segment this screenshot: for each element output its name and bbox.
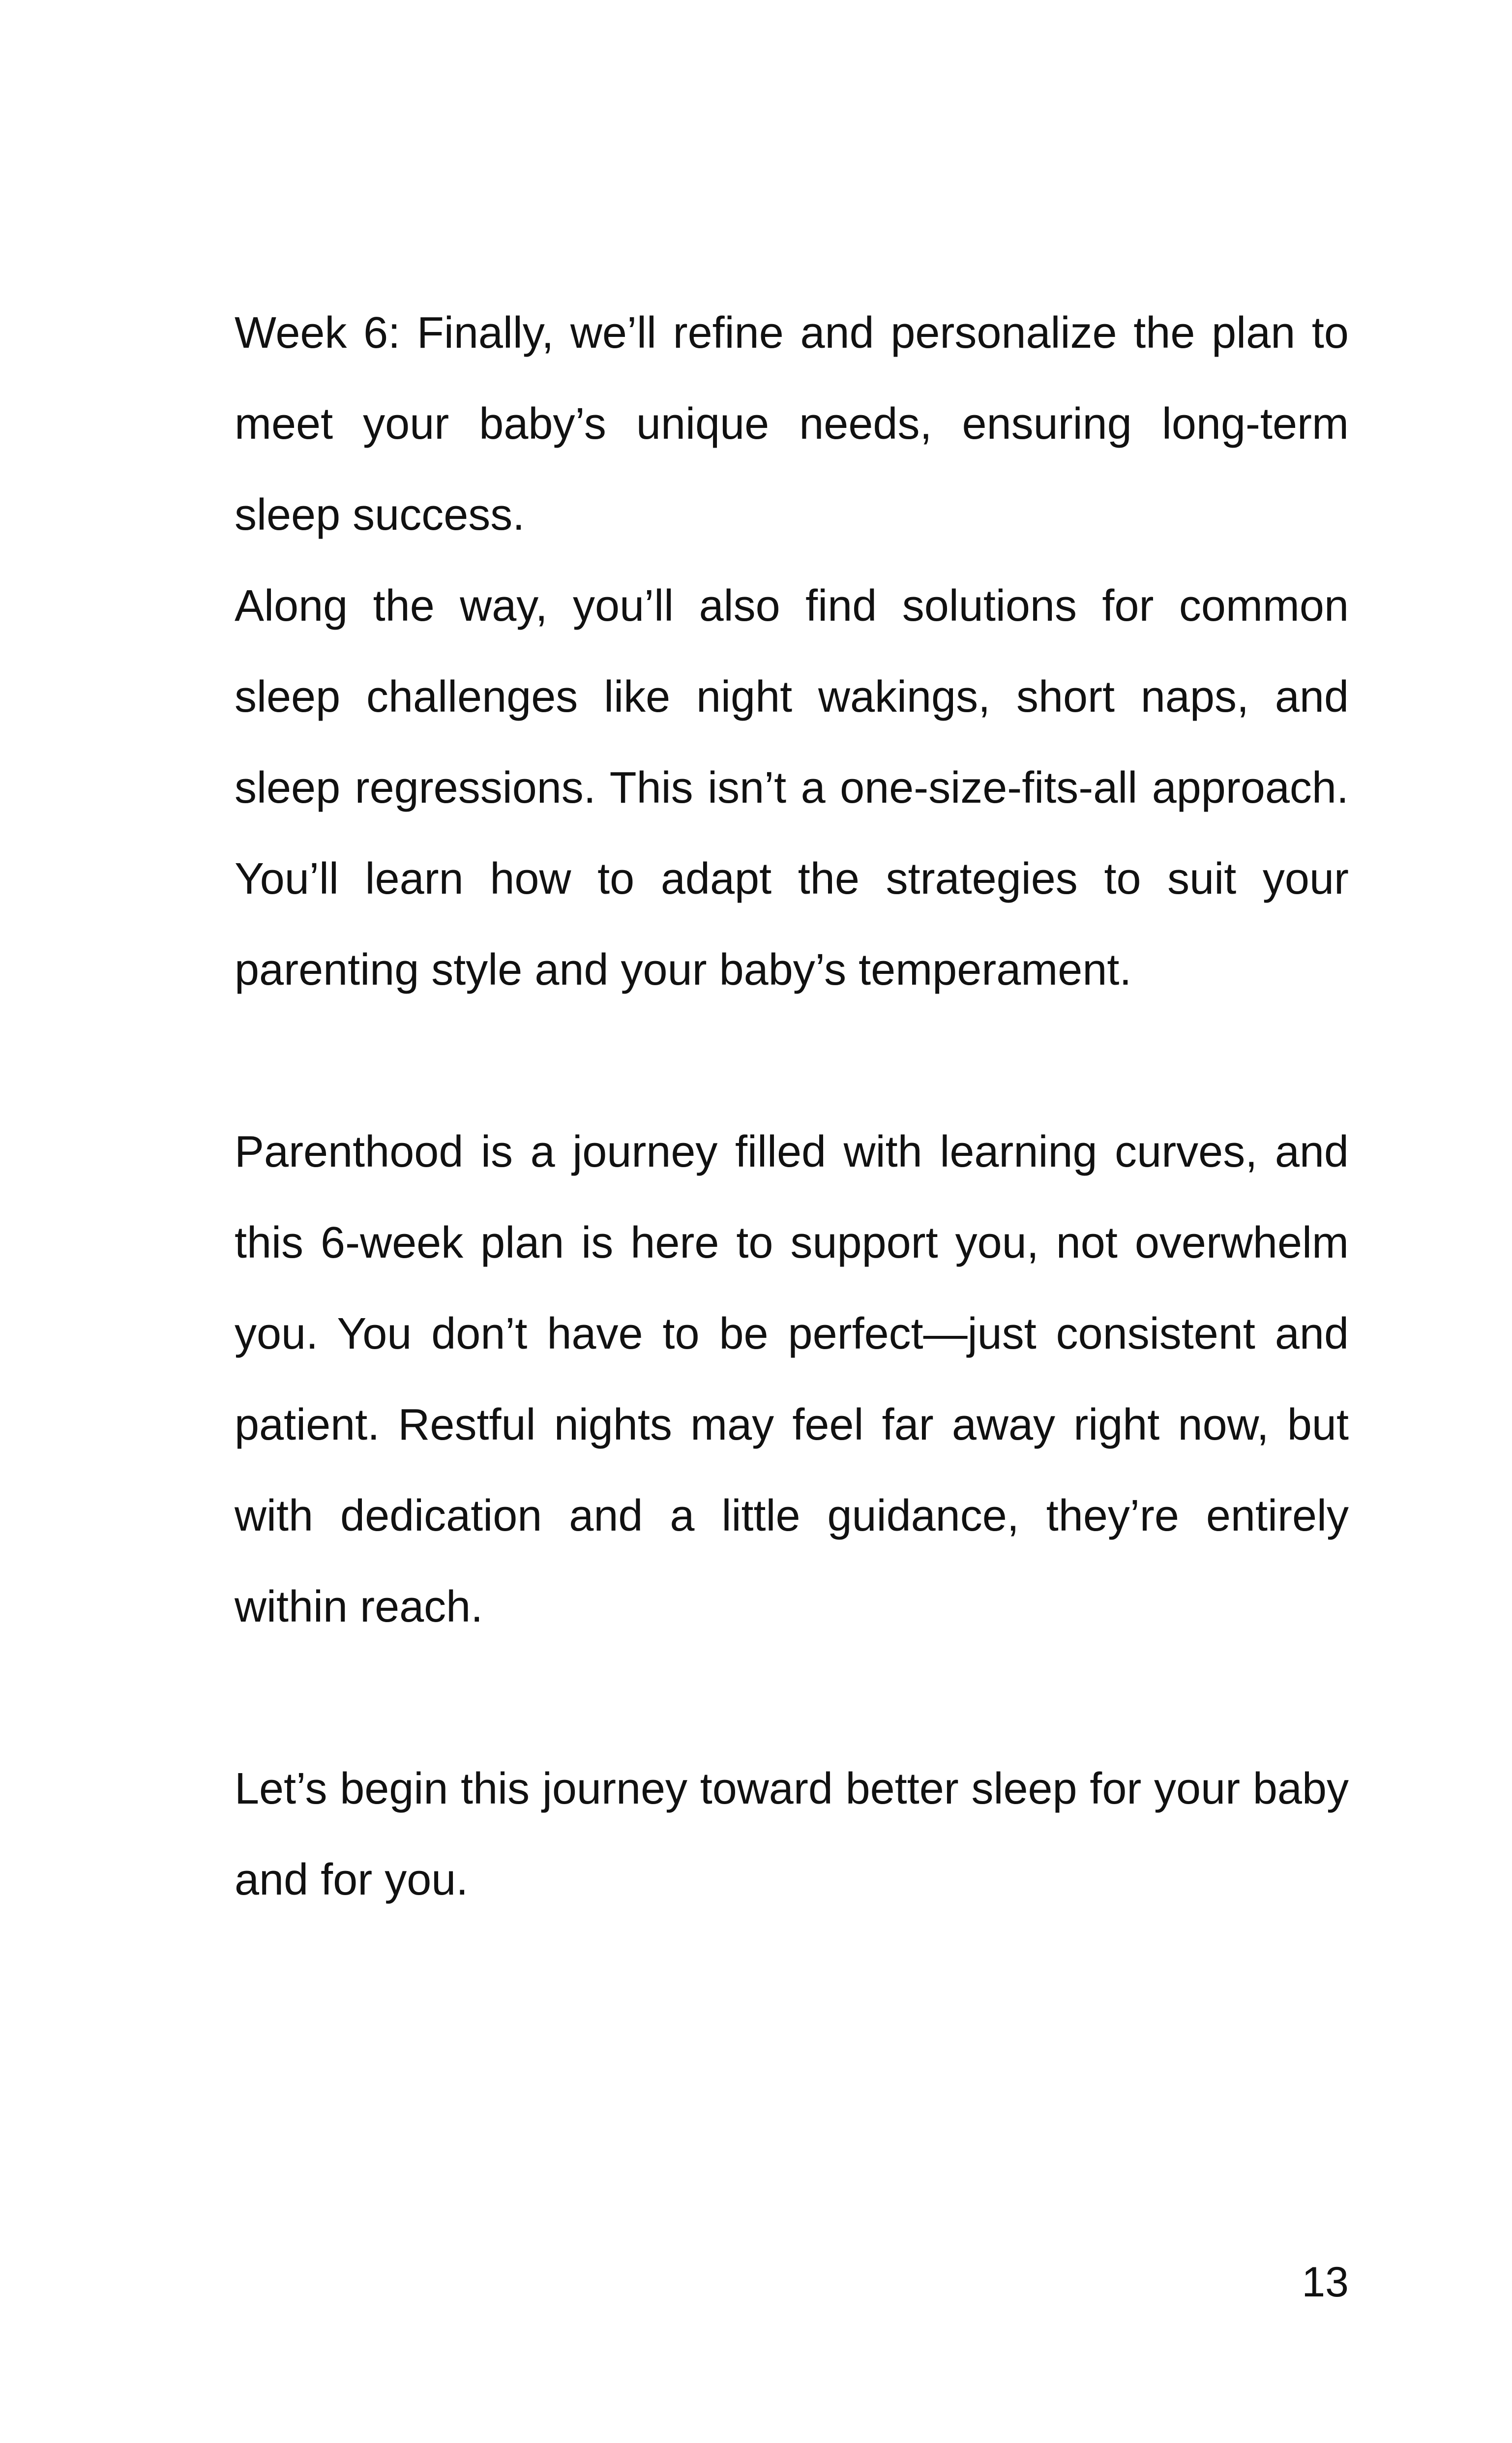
paragraph-week-6: Week 6: Finally, we’ll refine and personalize the plan to meet your baby’s unique needs, ensuring long-term sleep success. (235, 308, 1349, 540)
paragraph-spacer (235, 1016, 1349, 1107)
body-text (235, 288, 1349, 1926)
paragraph-sleep-challenges: Along the way, you’ll also find solutions for common sleep challenges like night wakings, short naps, and sleep regressions. This isn’t a one-size-fits-all approach. You’ll learn how to adapt the strategies to suit your parenting style and your baby’s temperament. (235, 581, 1349, 995)
paragraph-spacer (235, 1653, 1349, 1744)
paragraph-closing: Let’s begin this journey toward better sleep for your baby and for you. (235, 1764, 1349, 1904)
paragraph-parenthood: Parenthood is a journey filled with learning curves, and this 6-week plan is here to support you, not overwhelm you. You don’t have to be perfect—just consistent and patient. Restful nights may feel far away right now, but with dedication and a little guidance, they’re entirely within reach. (235, 1127, 1349, 1631)
page-number: 13 (1302, 2259, 1349, 2306)
